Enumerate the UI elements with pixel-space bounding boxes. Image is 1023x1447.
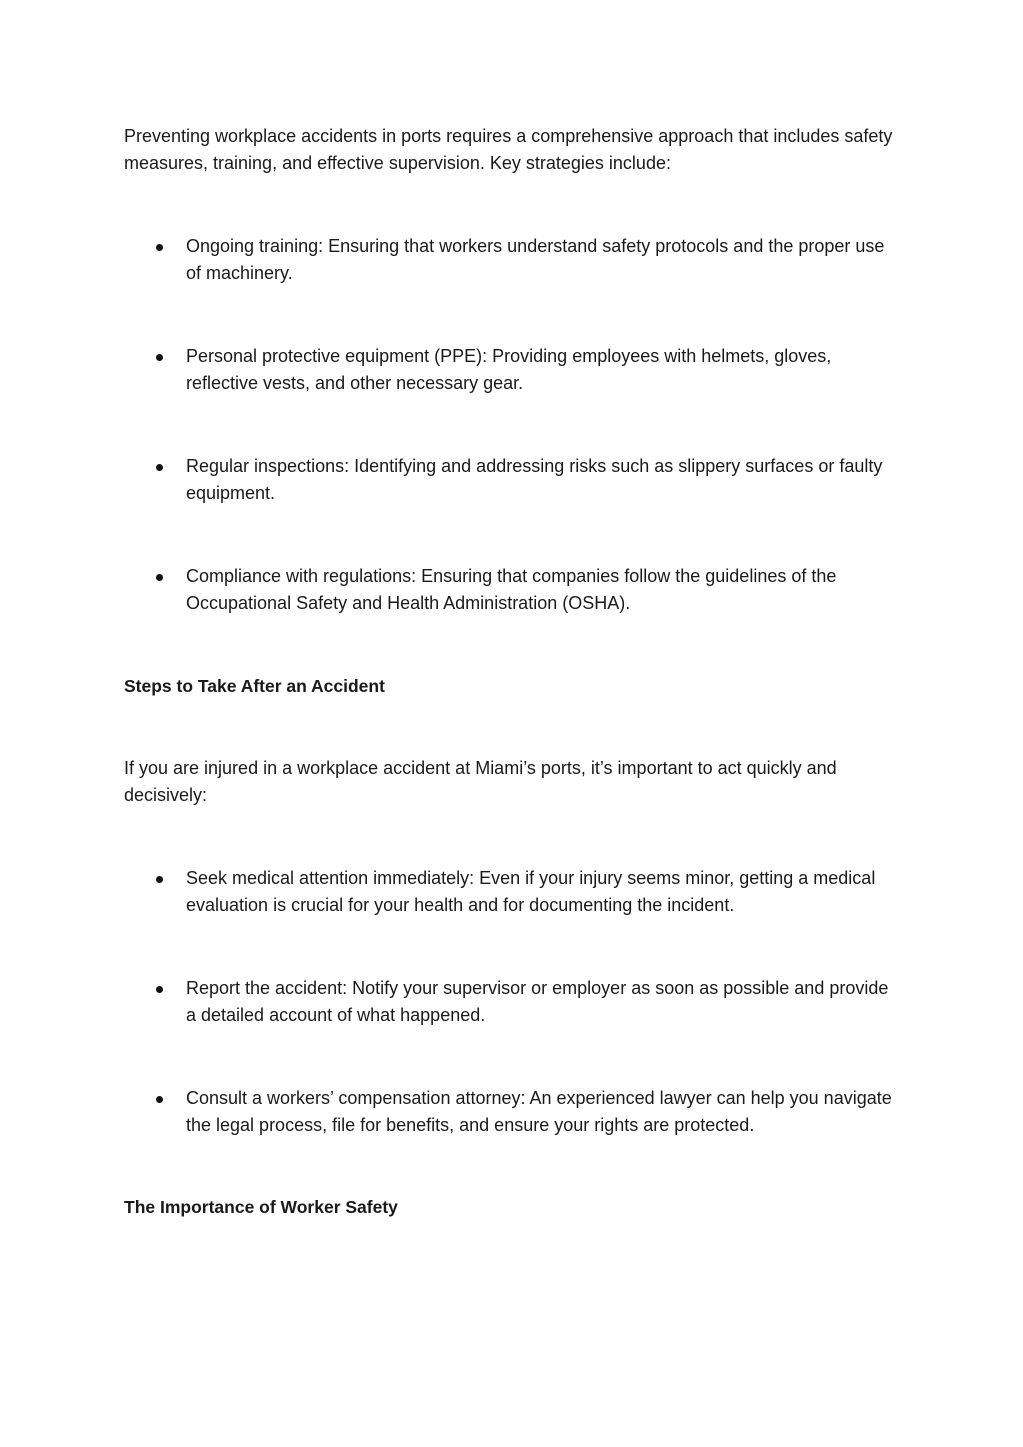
- bullet-icon: [156, 876, 163, 883]
- bullet-icon: [156, 464, 163, 471]
- list-item-text: Seek medical attention immediately: Even if your injury seems minor, getting a medical evaluation is crucial for your health and for documenting the incident.: [186, 868, 876, 915]
- list-item-text: Report the accident: Notify your supervisor or employer as soon as possible and provide a detailed account of what happened.: [186, 978, 889, 1025]
- list-item: [124, 453, 894, 507]
- section-heading-steps: Steps to Take After an Accident: [124, 676, 385, 696]
- steps-intro-paragraph: If you are injured in a workplace accident at Miami’s ports, it’s important to act quickly and decisively:: [124, 758, 837, 805]
- list-item: [124, 1085, 894, 1139]
- section-heading-importance: The Importance of Worker Safety: [124, 1197, 398, 1217]
- list-item: [124, 343, 894, 397]
- bullet-icon: [156, 574, 163, 581]
- list-item: [124, 975, 894, 1029]
- list-item-text: Compliance with regulations: Ensuring that companies follow the guidelines of the Occupational Safety and Health Administration (OSHA).: [186, 566, 837, 613]
- bullet-icon: [156, 1096, 163, 1103]
- bullet-icon: [156, 244, 163, 251]
- intro-paragraph: Preventing workplace accidents in ports requires a comprehensive approach that includes safety measures, training, and effective supervision. Key strategies include:: [124, 126, 893, 173]
- list-item-text: Consult a workers’ compensation attorney: An experienced lawyer can help you navigate the legal process, file for benefits, and ensure your rights are protected.: [186, 1088, 892, 1135]
- list-item: [124, 233, 894, 287]
- list-item-text: Ongoing training: Ensuring that workers understand safety protocols and the proper use of machinery.: [186, 236, 885, 283]
- bullet-icon: [156, 354, 163, 361]
- list-item-text: Personal protective equipment (PPE): Providing employees with helmets, gloves, reflective vests, and other necessary gear.: [186, 346, 832, 393]
- list-item-text: Regular inspections: Identifying and addressing risks such as slippery surfaces or faulty equipment.: [186, 456, 883, 503]
- list-item: [124, 563, 894, 617]
- list-item: [124, 865, 894, 919]
- bullet-icon: [156, 986, 163, 993]
